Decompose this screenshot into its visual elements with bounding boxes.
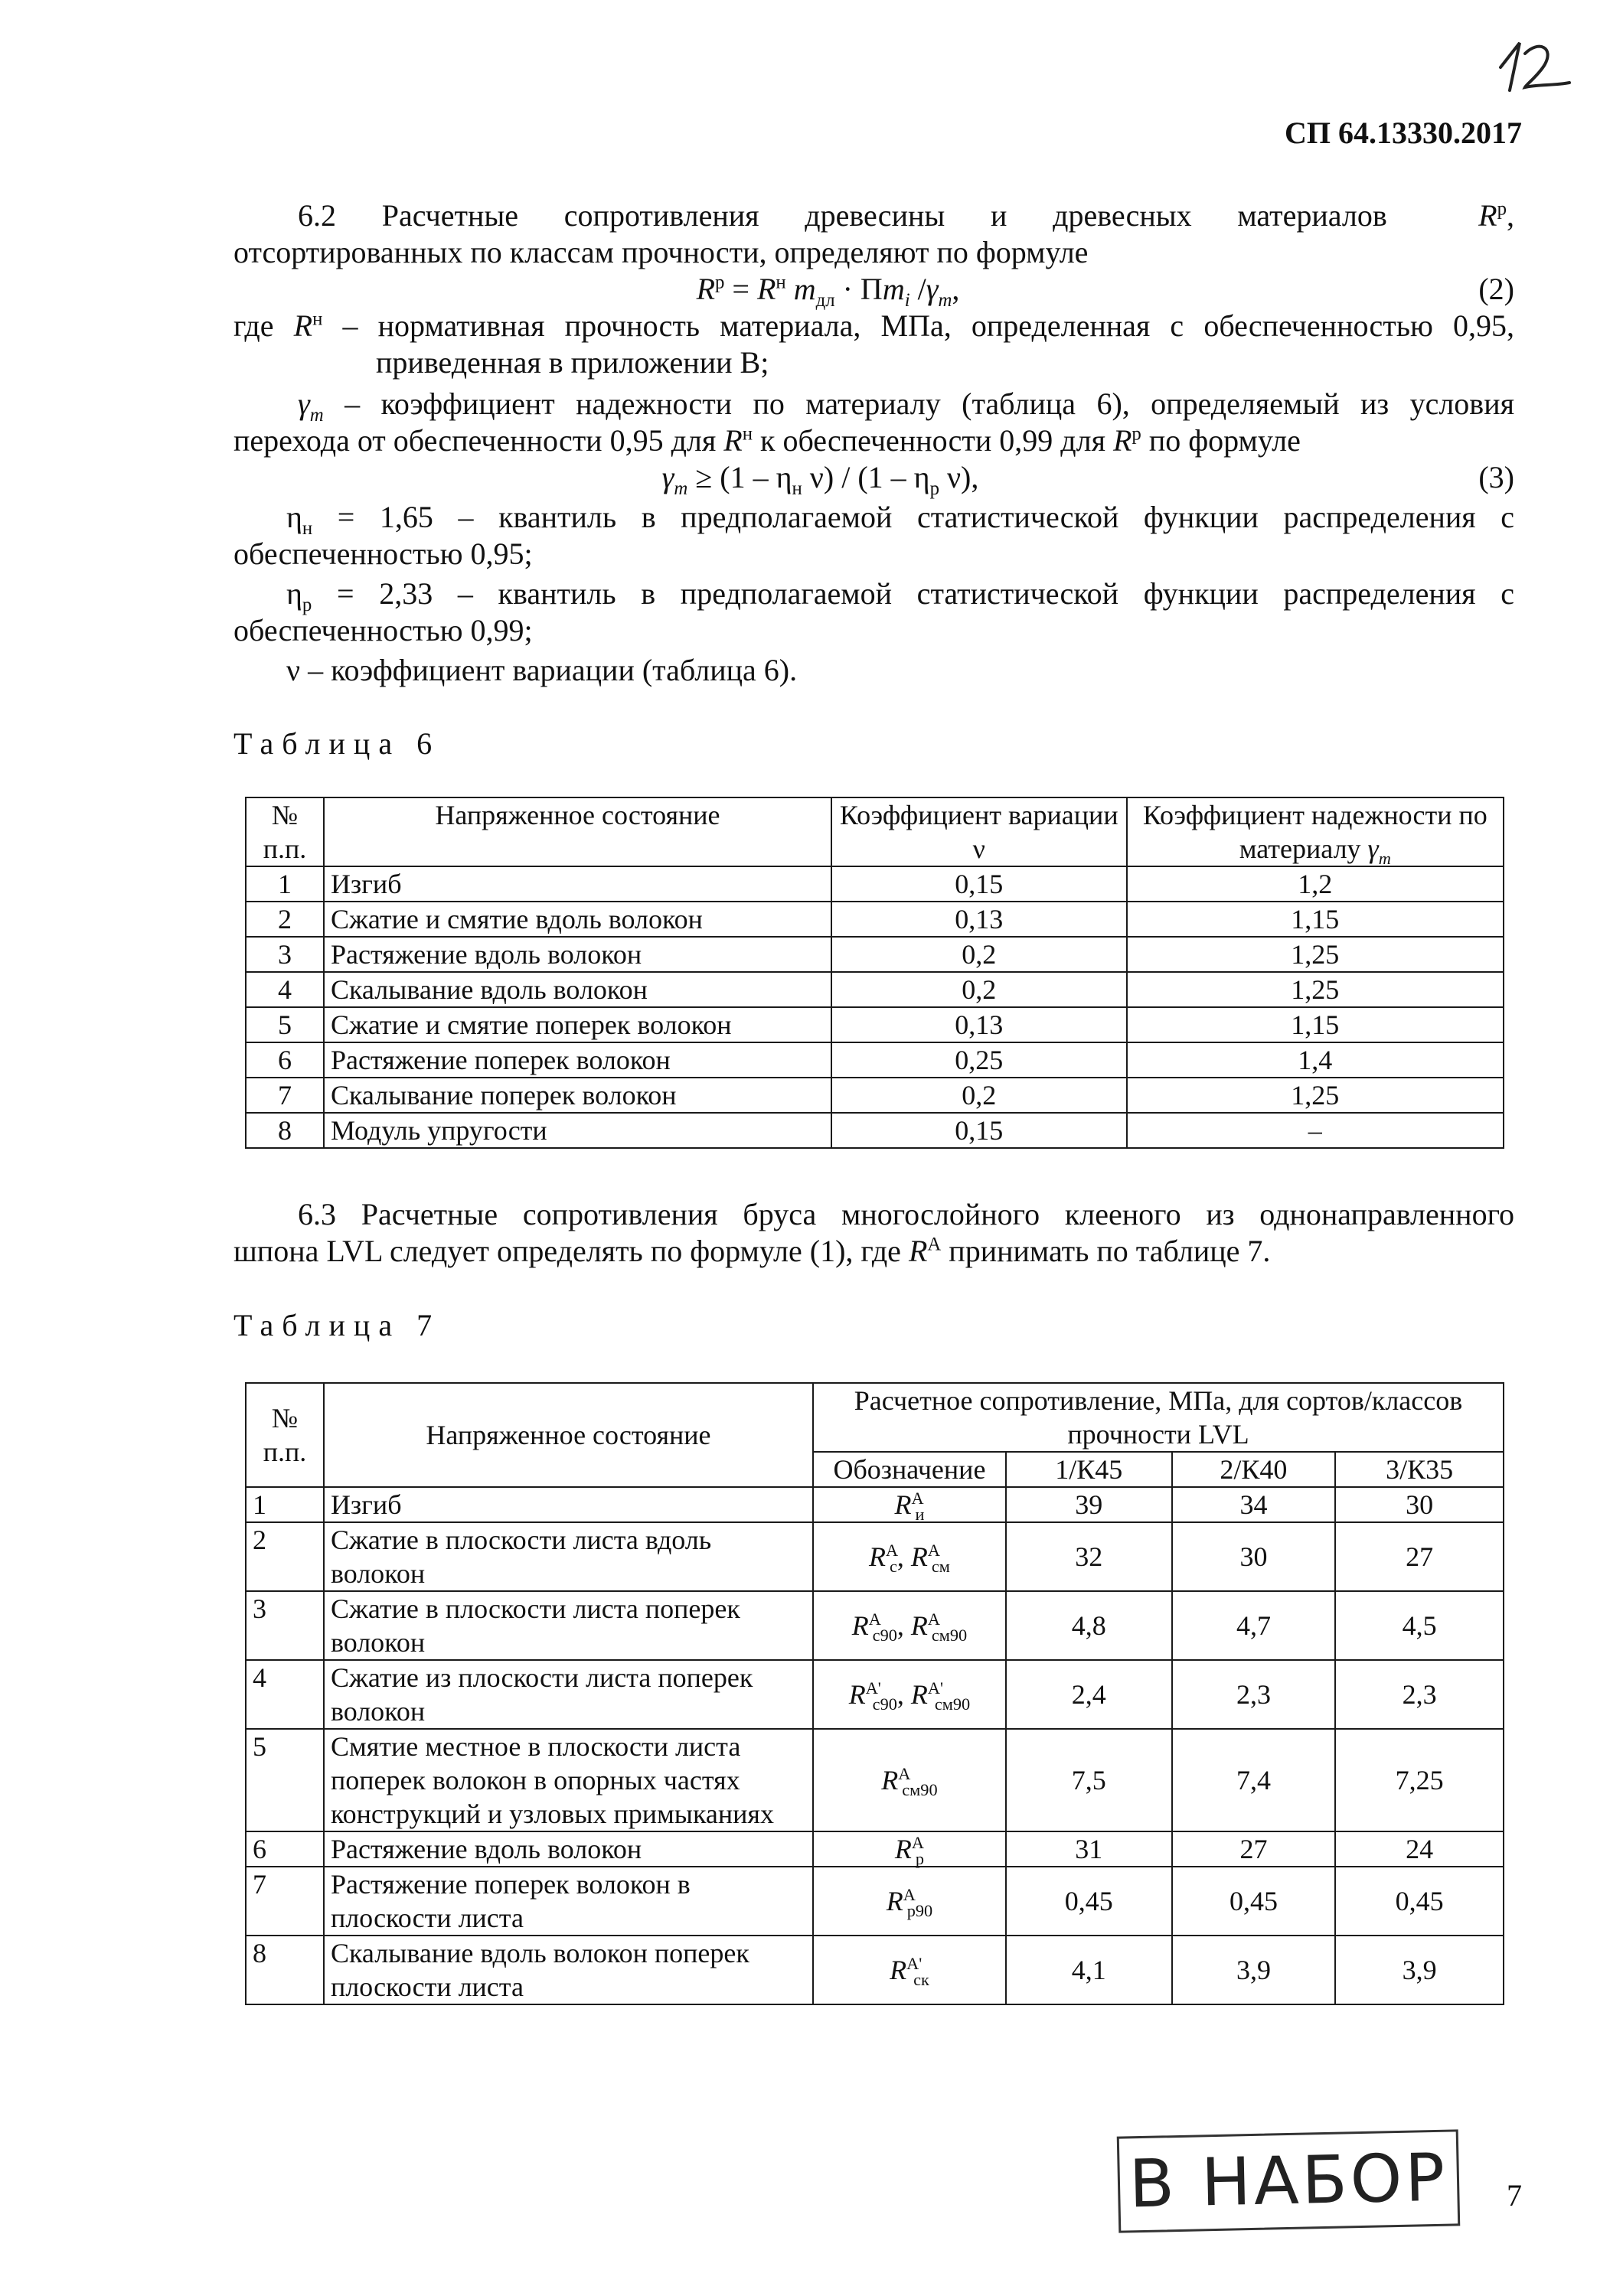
table-6 (245, 797, 1504, 1149)
table-6-cell-variation: 0,13 (831, 1007, 1127, 1042)
table-7-cell-grade-1: 39 (1006, 1487, 1172, 1522)
designation-superscript: А (868, 1609, 881, 1629)
table-6-cell-variation: 0,25 (831, 1042, 1127, 1078)
designation-symbol: R (910, 1679, 928, 1710)
table-7-cell-grade-3: 4,5 (1335, 1591, 1504, 1660)
eta-n-line2: обеспеченностью 0,95; (233, 536, 533, 571)
table-7-header-designation: Обозначение (813, 1452, 1006, 1487)
table-7-header-grade-1: 1/К45 (1006, 1452, 1172, 1487)
designation-subscript: см90 (902, 1780, 938, 1800)
table-6-cell-state: Модуль упругости (324, 1113, 831, 1148)
formula-2: $R^р = R^н$ $m_{дл} \cdot \Pi m_i$ $/\gamma_m$, (2) (696, 272, 1514, 311)
table-row (246, 1729, 1504, 1831)
eta-p-line2: обеспеченностью 0,99; (233, 613, 533, 647)
table-7-cell-grade-1: 4,1 (1006, 1936, 1172, 2004)
table-6-cell-variation: 0,2 (831, 1078, 1127, 1113)
table-7-cell-state: Сжатие в плоскости листа вдоль волокон (324, 1522, 813, 1591)
table-6-cell-reliability: – (1127, 1113, 1504, 1148)
table-7-cell-grade-2: 27 (1172, 1831, 1336, 1867)
table-row (246, 1660, 1504, 1729)
table-6-cell-reliability: 1,15 (1127, 902, 1504, 937)
where-rn-line1: где $R^н$ – нормативная прочность материала, МПа, определенная с обеспеченностью 0,95, (233, 308, 1514, 343)
table-7-cell-state: Изгиб (324, 1487, 813, 1522)
table-6-cell-num: 6 (246, 1042, 324, 1078)
table-6-cell-reliability: 1,25 (1127, 1078, 1504, 1113)
table-row (246, 1936, 1504, 2004)
table-row (246, 902, 1504, 937)
table-6-header-row (246, 797, 1504, 866)
designation-subscript: с90 (872, 1694, 897, 1714)
table-7-cell-designation (813, 1867, 1006, 1936)
table-6-cell-reliability: 1,25 (1127, 937, 1504, 972)
table-6-cell-state: Растяжение поперек волокон (324, 1042, 831, 1078)
gamma-m-line2: перехода от обеспеченности 0,95 для $R^н$ к обеспеченности 0,99 для $R^р$ по формуле (233, 423, 1301, 458)
eta-p-line1: $\eta_р = 2,33$ – квантиль в предполагаемой статистической функции распределения с (286, 576, 1514, 615)
table-row (246, 1042, 1504, 1078)
table-row (246, 1113, 1504, 1148)
table-7-cell-designation: $R^А_{с90}$, $R^А_{см90}$ (813, 1591, 1006, 1660)
table-7-cell-state: Растяжение поперек волокон в плоскости листа (324, 1867, 813, 1936)
table-7-cell-num: 2 (246, 1522, 324, 1591)
table-6-header-variation: Коэффициент вариации ν (831, 797, 1127, 866)
table-row (246, 1078, 1504, 1113)
table-7-cell-grade-1: 7,5 (1006, 1729, 1172, 1831)
table-7-cell-grade-1: 2,4 (1006, 1660, 1172, 1729)
gamma-m-line1: $\gamma_m$ – коэффициент надежности по материалу (таблица 6), определяемый из условия (298, 386, 1514, 426)
table-7-cell-state: Смятие местное в плоскости листа поперек волокон в опорных частях конструкций и узловых примыканиях (324, 1729, 813, 1831)
table-7-cell-grade-1: 31 (1006, 1831, 1172, 1867)
designation-subscript: см90 (934, 1694, 971, 1714)
designation-subscript: р90 (906, 1901, 933, 1921)
table-6-header-state: Напряженное состояние (324, 797, 831, 866)
table-7-cell-num: 3 (246, 1591, 324, 1660)
designation-subscript: с (889, 1557, 897, 1577)
table-7-cell-grade-1: 0,45 (1006, 1867, 1172, 1936)
table-7-cell-num: 4 (246, 1660, 324, 1729)
table-6-cell-state: Сжатие и смятие вдоль волокон (324, 902, 831, 937)
table-6-cell-variation: 0,13 (831, 902, 1127, 937)
table-6-cell-variation: 0,15 (831, 1113, 1127, 1148)
designation-subscript: см90 (931, 1626, 968, 1645)
handwritten-page-number (1478, 37, 1577, 98)
table-7-header-group: Расчетное сопротивление, МПа, для сортов/классов прочности LVL (813, 1383, 1504, 1452)
table-6-cell-variation: 0,15 (831, 866, 1127, 902)
table-7-cell-grade-2: 7,4 (1172, 1729, 1336, 1831)
table-6-header-num: № п.п. (246, 797, 324, 866)
designation-superscript: А (911, 1833, 925, 1852)
stamp-v-nabor: В НАБОР (1117, 2129, 1461, 2232)
table-7-cell-num: 8 (246, 1936, 324, 2004)
designation-superscript: А' (865, 1678, 881, 1698)
table-6-cell-num: 8 (246, 1113, 324, 1148)
table-7-cell-grade-1: 4,8 (1006, 1591, 1172, 1660)
table-6-header-reliability: Коэффициент надежности по материалу $\gamma_m$ (1127, 797, 1504, 866)
table-6-cell-reliability: 1,25 (1127, 972, 1504, 1007)
table-7-cell-grade-3: 24 (1335, 1831, 1504, 1867)
table-row (246, 1487, 1504, 1522)
designation-superscript: А (927, 1541, 941, 1560)
equation-number-2: (2) (1478, 272, 1514, 306)
table-7-cell-designation (813, 1936, 1006, 2004)
paragraph-6-3-line2: шпона LVL следует определять по формуле (1), где $R^А$ принимать по таблице 7. (233, 1234, 1271, 1268)
designation-subscript: см (931, 1557, 950, 1577)
table-7-header-state: Напряженное состояние (324, 1383, 813, 1487)
designation-symbol: R (869, 1541, 887, 1572)
table-6-cell-state: Растяжение вдоль волокон (324, 937, 831, 972)
designation-symbol: R (894, 1489, 912, 1520)
paragraph-6-3-line1: 6.3 Расчетные сопротивления бруса многослойного клееного из однонаправленного (298, 1197, 1514, 1231)
table-6-cell-state: Сжатие и смятие поперек волокон (324, 1007, 831, 1042)
table-7-cell-designation: $R^{А'}_{с90}$, $R^{А'}_{см90}$ (813, 1660, 1006, 1729)
designation-symbol: R (894, 1834, 912, 1864)
table-7-cell-designation (813, 1487, 1006, 1525)
designation-symbol: R (851, 1610, 869, 1641)
table-7-cell-num: 6 (246, 1831, 324, 1867)
table-row (246, 1007, 1504, 1042)
table-7-cell-grade-3: 27 (1335, 1522, 1504, 1591)
table-7-header-row-1 (246, 1383, 1504, 1452)
table-7-cell-grade-3: 0,45 (1335, 1867, 1504, 1936)
paragraph-6-2-line2: отсортированных по классам прочности, определяют по формуле (233, 235, 1089, 269)
table-7-header-grade-3: 3/К35 (1335, 1452, 1504, 1487)
table-6-cell-state: Скалывание поперек волокон (324, 1078, 831, 1113)
table-6-cell-num: 4 (246, 972, 324, 1007)
table-7-cell-num: 5 (246, 1729, 324, 1831)
table-7-cell-grade-2: 3,9 (1172, 1936, 1336, 2004)
table-7-cell-num: 7 (246, 1867, 324, 1936)
table-7-cell-grade-1: 32 (1006, 1522, 1172, 1591)
table-7-cell-grade-3: 2,3 (1335, 1660, 1504, 1729)
table-7-cell-grade-3: 30 (1335, 1487, 1504, 1522)
eta-n-line1: $\eta_н = 1,65$ – квантиль в предполагаемой статистической функции распределения с (286, 500, 1514, 539)
table-row (246, 1591, 1504, 1660)
table-7 (245, 1382, 1504, 2005)
table-6-cell-variation: 0,2 (831, 972, 1127, 1007)
table-7-cell-designation: $R^А_с$, $R^А_{см}$ (813, 1522, 1006, 1591)
designation-symbol: R (848, 1679, 866, 1710)
table-7-title: Таблица 7 (233, 1308, 441, 1342)
formula-3: $\gamma_m \ge (1 - \eta_н$ $\nu) / (1 - \eta_р$ ν), (3) (661, 460, 1514, 499)
table-row (246, 937, 1504, 972)
table-6-cell-num: 2 (246, 902, 324, 937)
designation-subscript: р (915, 1849, 925, 1869)
table-6-cell-state: Изгиб (324, 866, 831, 902)
designation-superscript: А' (906, 1954, 923, 1973)
designation-superscript: А (903, 1885, 916, 1904)
designation-symbol: R (910, 1610, 928, 1641)
designation-superscript: А (898, 1764, 911, 1783)
designation-symbol: R (890, 1955, 907, 1985)
table-6-title: Таблица 6 (233, 726, 441, 761)
table-7-cell-grade-2: 30 (1172, 1522, 1336, 1591)
table-6-cell-variation: 0,2 (831, 937, 1127, 972)
designation-superscript: А' (927, 1678, 944, 1698)
table-row (246, 972, 1504, 1007)
table-7-cell-state: Сжатие из плоскости листа поперек волокон (324, 1660, 813, 1729)
designation-superscript: А (886, 1541, 899, 1560)
table-7-cell-state: Скалывание вдоль волокон поперек плоскости листа (324, 1936, 813, 2004)
table-row (246, 866, 1504, 902)
table-7-header-num: № п.п. (246, 1383, 324, 1487)
designation-symbol: R (886, 1886, 903, 1916)
nu-definition: ν – коэффициент вариации (таблица 6). (286, 653, 798, 687)
designation-symbol: R (910, 1541, 928, 1572)
table-row (246, 1522, 1504, 1591)
designation-subscript: с90 (872, 1626, 897, 1645)
designation-subscript: и (915, 1505, 925, 1525)
table-6-cell-reliability: 1,15 (1127, 1007, 1504, 1042)
table-7-cell-grade-2: 34 (1172, 1487, 1336, 1522)
table-6-cell-state: Скалывание вдоль волокон (324, 972, 831, 1007)
table-7-cell-state: Растяжение вдоль волокон (324, 1831, 813, 1867)
paragraph-6-2-line1: 6.2 Расчетные сопротивления древесины и древесных материалов $R^р$, (298, 198, 1514, 233)
designation-superscript: А (927, 1609, 941, 1629)
table-6-cell-num: 7 (246, 1078, 324, 1113)
where-rn-line2: приведенная в приложении В; (376, 345, 769, 380)
equation-number-3: (3) (1478, 460, 1514, 494)
table-6-cell-num: 1 (246, 866, 324, 902)
table-7-cell-designation (813, 1831, 1006, 1867)
table-row (246, 1867, 1504, 1936)
standard-code: СП 64.13330.2017 (1285, 116, 1522, 150)
table-7-cell-grade-2: 0,45 (1172, 1867, 1336, 1936)
table-7-header-grade-2: 2/К40 (1172, 1452, 1336, 1487)
table-6-cell-reliability: 1,4 (1127, 1042, 1504, 1078)
table-7-cell-grade-2: 2,3 (1172, 1660, 1336, 1729)
table-6-cell-reliability: 1,2 (1127, 866, 1504, 902)
table-7-cell-grade-3: 3,9 (1335, 1936, 1504, 2004)
table-7-cell-grade-2: 4,7 (1172, 1591, 1336, 1660)
designation-symbol: R (881, 1765, 899, 1795)
designation-superscript: А (911, 1489, 924, 1508)
table-7-cell-designation (813, 1729, 1006, 1831)
table-6-cell-num: 5 (246, 1007, 324, 1042)
table-7-cell-state: Сжатие в плоскости листа поперек волокон (324, 1591, 813, 1660)
table-6-cell-num: 3 (246, 937, 324, 972)
designation-subscript: ск (913, 1970, 929, 1990)
table-row (246, 1831, 1504, 1867)
table-7-cell-num: 1 (246, 1487, 324, 1522)
table-7-cell-grade-3: 7,25 (1335, 1729, 1504, 1831)
page-number: 7 (1507, 2178, 1522, 2213)
